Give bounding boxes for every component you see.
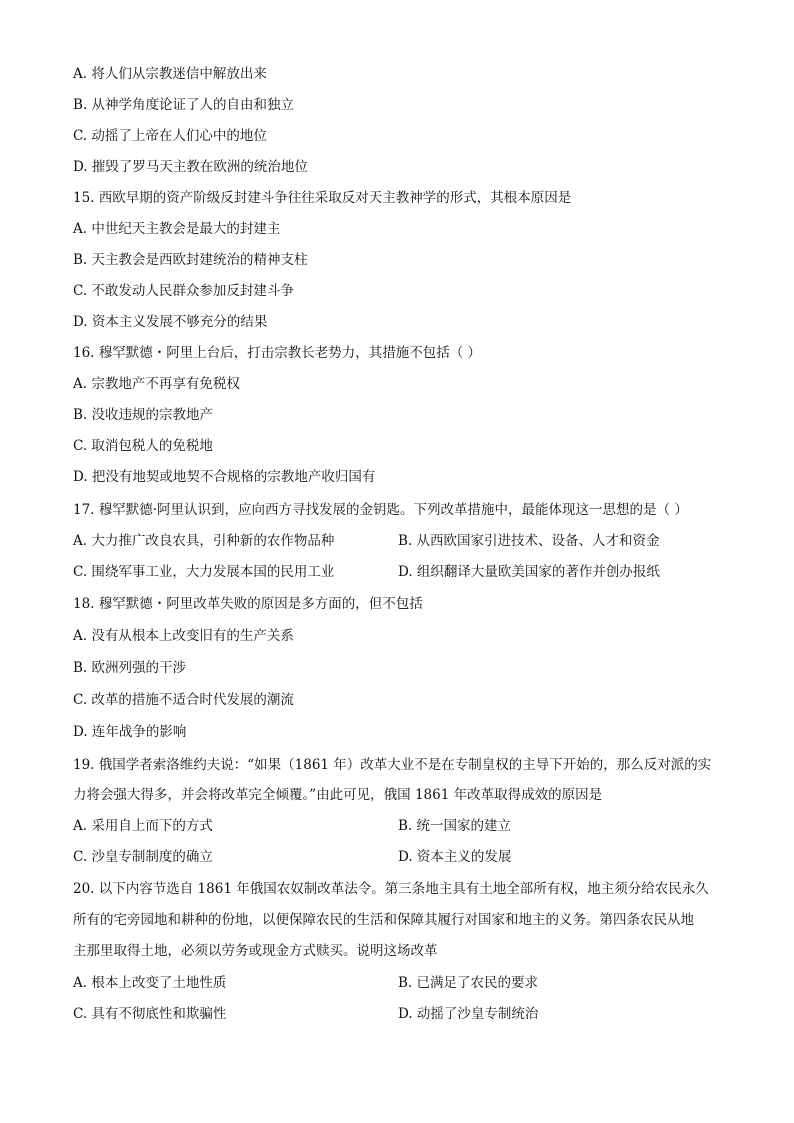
q16-option-a: A. 宗教地产不再享有免税权: [73, 376, 240, 392]
q15-option-d: D. 资本主义发展不够充分的结果: [73, 314, 268, 330]
q19-option-c: C. 沙皇专制制度的确立: [73, 849, 213, 865]
q18-stem: 18. 穆罕默德・阿里改革失败的原因是多方面的，但不包括: [73, 596, 423, 612]
q15-stem: 15. 西欧早期的资产阶级反封建斗争往往采取反对天主教神学的形式，其根本原因是: [73, 190, 572, 206]
q14-option-d: D. 摧毁了罗马天主教在欧洲的统治地位: [73, 159, 308, 175]
q19-options-row-1: [73, 818, 512, 834]
q15-option-a: A. 中世纪天主教会是最大的封建主: [73, 221, 281, 237]
q20-options-row-1: [73, 975, 539, 991]
q17-option-c: C. 围绕军事工业，大力发展本国的民用工业: [73, 564, 335, 580]
q16-option-d: D. 把没有地契或地契不合规格的宗教地产收归国有: [73, 469, 376, 485]
q20-option-b: B. 已满足了农民的要求: [398, 975, 539, 991]
q20-stem-line-2: 所有的宅旁园地和耕种的份地，以便保障农民的生活和保障其履行对国家和地主的义务。第四条农民从地: [73, 912, 694, 928]
q17-options-row-1: [73, 533, 660, 549]
q20-option-c: C. 具有不彻底性和欺骗性: [73, 1006, 227, 1022]
q17-options-row-2: [73, 564, 660, 580]
q16-option-b: B. 没收违规的宗教地产: [73, 407, 214, 423]
q17-option-d: D. 组织翻译大量欧美国家的著作并创办报纸: [398, 564, 660, 580]
q20-stem-line-3: 主那里取得土地，必须以劳务或现金方式赎买。说明这场改革: [73, 943, 438, 959]
q19-option-a: A. 采用自上而下的方式: [73, 818, 213, 834]
q18-option-d: D. 连年战争的影响: [73, 724, 187, 740]
q17-option-b: B. 从西欧国家引进技术、设备、人才和资金: [398, 533, 660, 549]
q17-option-a: A. 大力推广改良农具，引种新的农作物品种: [73, 533, 335, 549]
q17-stem: 17. 穆罕默德·阿里认识到，应向西方寻找发展的金钥匙。下列改革措施中，最能体现这一思想的是（ ）: [73, 502, 688, 518]
q19-stem-line-2: 力将会强大得多，并会将改革完全倾覆。”由此可见，俄国 1861 年改革取得成效的原因是: [73, 787, 603, 803]
q20-stem-line-1: 20. 以下内容节选自 1861 年俄国农奴制改革法令。第三条地主具有土地全部所有权，地主须分给农民永久: [73, 881, 709, 897]
q14-option-b: B. 从神学角度论证了人的自由和独立: [73, 97, 295, 113]
q16-option-c: C. 取消包税人的免税地: [73, 438, 213, 454]
q15-option-b: B. 天主教会是西欧封建统治的精神支柱: [73, 252, 308, 268]
q20-option-d: D. 动摇了沙皇专制统治: [398, 1006, 539, 1022]
q20-option-a: A. 根本上改变了土地性质: [73, 975, 227, 991]
q20-options-row-2: [73, 1006, 539, 1022]
q14-option-c: C. 动摇了上帝在人们心中的地位: [73, 128, 267, 144]
q19-stem-line-1: 19. 俄国学者索洛维约夫说：“如果（1861 年）改革大业不是在专制皇权的主导下开始的，那么反对派的实: [73, 757, 712, 773]
q18-option-b: B. 欧洲列强的干涉: [73, 660, 187, 676]
q14-option-a: A. 将人们从宗教迷信中解放出来: [73, 66, 267, 82]
q16-stem: 16. 穆罕默德・阿里上台后，打击宗教长老势力，其措施不包括（ ）: [73, 345, 482, 361]
q19-option-d: D. 资本主义的发展: [398, 849, 512, 865]
q15-option-c: C. 不敢发动人民群众参加反封建斗争: [73, 283, 294, 299]
q19-options-row-2: [73, 849, 512, 865]
q19-option-b: B. 统一国家的建立: [398, 818, 512, 834]
q18-option-a: A. 没有从根本上改变旧有的生产关系: [73, 628, 294, 644]
q18-option-c: C. 改革的措施不适合时代发展的潮流: [73, 692, 294, 708]
